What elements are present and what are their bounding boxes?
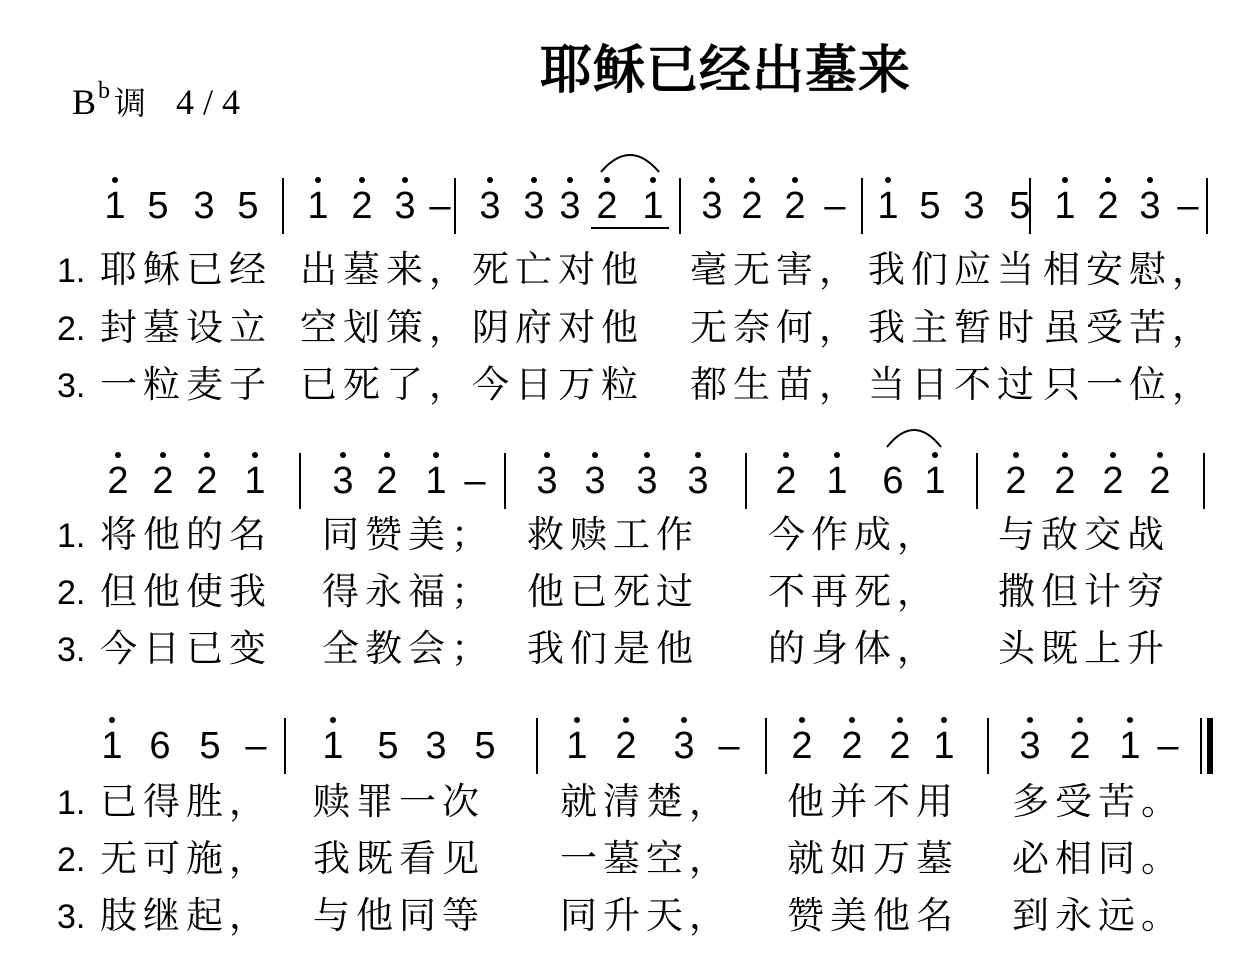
lyric-segment: 肢继起， <box>100 894 272 937</box>
octave-dot <box>932 452 938 458</box>
octave-dot <box>1077 717 1083 723</box>
octave-dot <box>1013 452 1019 458</box>
verse-number: 1. <box>57 517 86 555</box>
lyric-segment: 一墓空， <box>560 837 732 880</box>
song-title: 耶稣已经出墓来 <box>540 41 912 101</box>
note-2: 2 <box>1097 185 1119 227</box>
lyric-segment: 赞美他名 <box>787 894 959 937</box>
octave-dot <box>531 177 537 183</box>
lyric-segment: 无可施， <box>100 837 272 880</box>
note-1: 1 <box>101 725 123 767</box>
octave-dot <box>1157 452 1163 458</box>
octave-dot <box>695 452 701 458</box>
octave-dot <box>433 452 439 458</box>
octave-dot <box>1062 452 1068 458</box>
octave-dot <box>849 717 855 723</box>
octave-dot <box>885 177 891 183</box>
note-2: 2 <box>1069 725 1091 767</box>
octave-dot <box>592 452 598 458</box>
note-2: 2 <box>596 185 618 227</box>
lyric-segment: 头既上升 <box>998 627 1170 670</box>
octave-dot <box>749 177 755 183</box>
lyric-segment: 多受苦。 <box>1012 780 1184 823</box>
lyric-segment: 一粒麦子 <box>100 363 272 406</box>
lyric-segment: 我们是他 <box>527 627 699 670</box>
lyric-segment: 撒但计穷 <box>998 570 1170 613</box>
lyric-segment: 的身体， <box>768 627 940 670</box>
note-3: 3 <box>687 460 709 502</box>
note-3: 3 <box>332 460 354 502</box>
flat-sign: b <box>98 78 111 104</box>
note-1: 1 <box>1119 725 1141 767</box>
lyric-segment: 空划策， <box>300 306 472 349</box>
verse-number: 2. <box>57 310 86 348</box>
lyric-segment: 到永远。 <box>1012 894 1184 937</box>
octave-dot <box>330 717 336 723</box>
note-1: 1 <box>826 460 848 502</box>
note-5: 5 <box>377 725 399 767</box>
lyric-segment: 今作成， <box>768 513 940 556</box>
note-1: 1 <box>104 185 126 227</box>
lyric-segment: 不再死， <box>768 570 940 613</box>
octave-dot <box>783 452 789 458</box>
note-3: 3 <box>193 185 215 227</box>
note-2: 2 <box>1102 460 1124 502</box>
note-3: 3 <box>701 185 723 227</box>
octave-dot <box>112 177 118 183</box>
tie-arc <box>887 430 941 447</box>
verse-number: 3. <box>57 631 86 669</box>
verse-number: 1. <box>57 252 86 290</box>
lyric-segment: 今日万粒 <box>472 363 644 406</box>
lyric-segment: 我们应当 <box>868 248 1040 291</box>
lyric-segment: 无奈何， <box>690 306 862 349</box>
note-2: 2 <box>741 185 763 227</box>
note-2: 2 <box>107 460 129 502</box>
note-2: 2 <box>615 725 637 767</box>
hold-dash: – <box>824 185 846 227</box>
verse-number: 3. <box>57 367 86 405</box>
hold-dash: – <box>718 725 740 767</box>
lyric-segment: 但他使我 <box>100 570 272 613</box>
note-3: 3 <box>536 460 558 502</box>
note-1: 1 <box>566 725 588 767</box>
note-1: 1 <box>877 185 899 227</box>
octave-dot <box>340 452 346 458</box>
octave-dot <box>359 177 365 183</box>
octave-dot <box>834 452 840 458</box>
lyric-segment: 得永福； <box>322 570 494 613</box>
hold-dash: – <box>1177 185 1199 227</box>
lyric-segment: 将他的名 <box>100 513 272 556</box>
note-2: 2 <box>784 185 806 227</box>
octave-dot <box>1027 717 1033 723</box>
note-5: 5 <box>147 185 169 227</box>
lyric-segment: 同升天， <box>560 894 732 937</box>
lyric-segment: 与敌交战 <box>998 513 1170 556</box>
lyric-segment: 出墓来， <box>300 248 472 291</box>
lyric-segment: 就清楚， <box>560 780 732 823</box>
lyric-segment: 他并不用 <box>787 780 959 823</box>
note-1: 1 <box>642 185 664 227</box>
note-2: 2 <box>1149 460 1171 502</box>
octave-dot <box>109 717 115 723</box>
note-2: 2 <box>1054 460 1076 502</box>
note-3: 3 <box>636 460 658 502</box>
note-3: 3 <box>479 185 501 227</box>
octave-dot <box>252 452 258 458</box>
note-1: 1 <box>933 725 955 767</box>
note-2: 2 <box>196 460 218 502</box>
note-1: 1 <box>924 460 946 502</box>
hold-dash: – <box>464 460 486 502</box>
note-5: 5 <box>199 725 221 767</box>
octave-dot <box>384 452 390 458</box>
octave-dot <box>604 177 610 183</box>
note-1: 1 <box>322 725 344 767</box>
lyric-segment: 同赞美； <box>322 513 494 556</box>
note-5: 5 <box>474 725 496 767</box>
lyric-segment: 只一位， <box>1043 363 1215 406</box>
lyric-segment: 他已死过 <box>527 570 699 613</box>
lyric-segment: 我既看见 <box>313 837 485 880</box>
lyric-segment: 今日已变 <box>100 627 272 670</box>
octave-dot <box>1110 452 1116 458</box>
note-3: 3 <box>673 725 695 767</box>
octave-dot <box>650 177 656 183</box>
octave-dot <box>1105 177 1111 183</box>
lyric-segment: 全教会； <box>322 627 494 670</box>
verse-number: 1. <box>57 784 86 822</box>
lyric-segment: 与他同等 <box>313 894 485 937</box>
note-2: 2 <box>152 460 174 502</box>
octave-dot <box>644 452 650 458</box>
lyric-segment: 都生苗， <box>690 363 862 406</box>
octave-dot <box>1062 177 1068 183</box>
note-2: 2 <box>376 460 398 502</box>
octave-dot <box>160 452 166 458</box>
lyric-segment: 封墓设立 <box>100 306 272 349</box>
note-3: 3 <box>425 725 447 767</box>
lyric-segment: 相安慰， <box>1043 248 1215 291</box>
verse-number: 2. <box>57 841 86 879</box>
octave-dot <box>487 177 493 183</box>
lyric-segment: 已死了， <box>300 363 472 406</box>
note-2: 2 <box>889 725 911 767</box>
lyric-segment: 必相同。 <box>1012 837 1184 880</box>
hold-dash: – <box>429 185 451 227</box>
lyric-segment: 阴府对他 <box>472 306 644 349</box>
note-3: 3 <box>394 185 416 227</box>
time-signature: 4 / 4 <box>176 82 241 122</box>
octave-dot <box>315 177 321 183</box>
octave-dot <box>941 717 947 723</box>
lyric-segment: 救赎工作 <box>527 513 699 556</box>
lyric-segment: 毫无害， <box>690 248 862 291</box>
lyric-segment: 虽受苦， <box>1043 306 1215 349</box>
lyric-segment: 就如万墓 <box>787 837 959 880</box>
octave-dot <box>544 452 550 458</box>
octave-dot <box>567 177 573 183</box>
note-2: 2 <box>841 725 863 767</box>
note-1: 1 <box>1054 185 1076 227</box>
note-1: 1 <box>425 460 447 502</box>
note-3: 3 <box>1139 185 1161 227</box>
octave-dot <box>204 452 210 458</box>
note-1: 1 <box>244 460 266 502</box>
lyric-segment: 已得胜， <box>100 780 272 823</box>
note-3: 3 <box>963 185 985 227</box>
lyric-segment: 我主暂时 <box>868 306 1040 349</box>
note-1: 1 <box>307 185 329 227</box>
octave-dot <box>792 177 798 183</box>
verse-number: 3. <box>57 898 86 936</box>
note-3: 3 <box>523 185 545 227</box>
key-suffix: 调 <box>114 84 147 122</box>
octave-dot <box>709 177 715 183</box>
hold-dash: – <box>1157 725 1179 767</box>
lyric-segment: 死亡对他 <box>472 248 644 291</box>
note-6: 6 <box>882 460 904 502</box>
note-2: 2 <box>351 185 373 227</box>
hold-dash: – <box>245 725 267 767</box>
lyric-segment: 赎罪一次 <box>313 780 485 823</box>
note-2: 2 <box>791 725 813 767</box>
octave-dot <box>115 452 121 458</box>
key-letter: B <box>72 82 97 122</box>
octave-dot <box>897 717 903 723</box>
octave-dot <box>574 717 580 723</box>
note-2: 2 <box>775 460 797 502</box>
note-3: 3 <box>1019 725 1041 767</box>
octave-dot <box>799 717 805 723</box>
octave-dot <box>1147 177 1153 183</box>
note-5: 5 <box>237 185 259 227</box>
note-6: 6 <box>149 725 171 767</box>
note-5: 5 <box>919 185 941 227</box>
note-2: 2 <box>1005 460 1027 502</box>
tie-arc <box>601 155 659 172</box>
lyric-segment: 耶稣已经 <box>100 248 272 291</box>
octave-dot <box>681 717 687 723</box>
verse-number: 2. <box>57 574 86 612</box>
note-3: 3 <box>584 460 606 502</box>
lyric-segment: 当日不过 <box>868 363 1040 406</box>
octave-dot <box>1127 717 1133 723</box>
octave-dot <box>623 717 629 723</box>
note-5: 5 <box>1009 185 1031 227</box>
octave-dot <box>402 177 408 183</box>
note-3: 3 <box>559 185 581 227</box>
